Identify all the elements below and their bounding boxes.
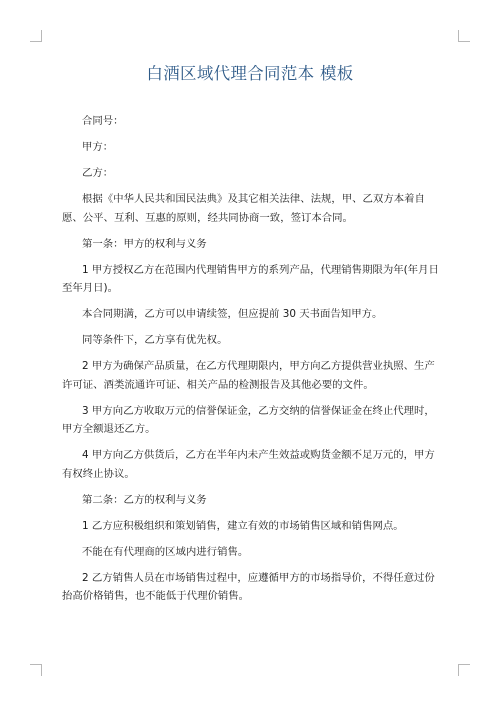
crop-mark-bottom-right: [458, 664, 470, 676]
article-1-clause-3: 3 甲方向乙方收取万元的信誉保证金，乙方交纳的信誉保证金在终止代理时，甲方全额退还乙方。: [62, 404, 435, 435]
article-1-clause-4: 4 甲方向乙方供货后，乙方在半年内未产生效益或购货金额不足万元的，甲方有权终止协议。: [62, 449, 435, 480]
document-title: 白酒区域代理合同范本 模板: [146, 64, 354, 83]
article-1-renewal: 本合同期满，乙方可以申请续签，但应提前 30 天书面告知甲方。: [82, 308, 383, 320]
article-2-heading: 第二条：乙方的权利与义务: [82, 493, 207, 506]
article-2-clause-1: 1 乙方应积极组织和策划销售，建立有效的市场销售区域和销售网点。: [82, 519, 404, 532]
crop-mark-top-right: [458, 30, 470, 42]
contract-number-label: 合同号：: [82, 115, 124, 127]
article-2-restriction: 不能在有代理商的区域内进行销售。: [82, 545, 249, 558]
article-1-clause-2: 2 甲方为确保产品质量，在乙方代理期限内，甲方向乙方提供营业执照、生产许可证、酒类流通许可证、相关产品的检测报告及其他必要的文件。: [62, 360, 435, 391]
preamble-paragraph: 根据《中华人民共和国民法典》及其它相关法律、法规，甲、乙双方本着自愿、公平、互利、互惠的原则，经共同协商一致，签订本合同。: [62, 193, 425, 224]
document-body: [62, 112, 442, 613]
article-2-clause-2: 2 乙方销售人员在市场销售过程中，应遵循甲方的市场指导价，不得任意过份抬高价格销售，也不能低于代理价销售。: [62, 571, 435, 602]
party-a-label: 甲方：: [82, 141, 114, 153]
article-1-heading: 第一条：甲方的权利与义务: [82, 237, 207, 250]
crop-mark-bottom-left: [30, 664, 42, 676]
article-1-clause-1: 1 甲方授权乙方在范围内代理销售甲方的系列产品，代理销售期限为年(年月日至年月日)。: [62, 263, 439, 294]
crop-mark-top-left: [30, 30, 42, 42]
article-1-priority: 同等条件下，乙方享有优先权。: [82, 334, 228, 346]
party-b-label: 乙方：: [82, 167, 114, 179]
